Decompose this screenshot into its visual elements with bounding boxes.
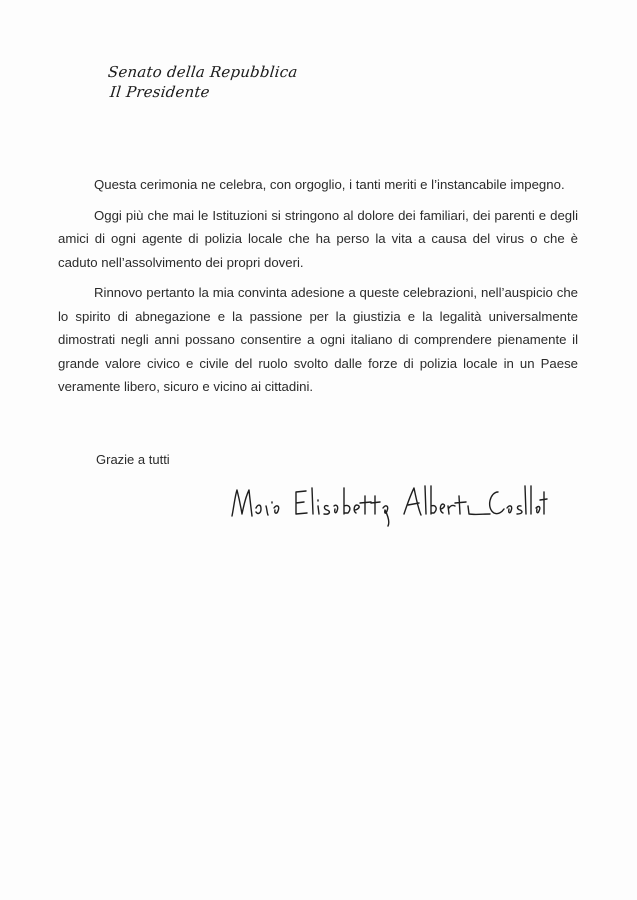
closing-greeting: Grazie a tutti <box>96 452 170 467</box>
paragraph-1: Questa cerimonia ne celebra, con orgoglio, i tanti meriti e l’instancabile impegno. <box>94 177 565 192</box>
handwritten-signature <box>228 478 548 528</box>
paragraph-2: Oggi più che mai le Istituzioni si stringono al dolore dei familiari, dei parenti e degli amici di ogni agente di polizia locale che ha perso la vita a causa del virus o che è caduto nell’assolvimento dei propri doveri. <box>58 207 578 270</box>
letter-body <box>58 173 578 406</box>
letterhead-title: Il Presidente <box>109 83 211 101</box>
paragraph-3: Rinnovo pertanto la mia convinta adesione a queste celebrazioni, nell’auspicio che lo spirito di abnegazione e la passione per la giustizia e la legalità universalmente dimostrati negli anni possano consentire a ogni italiano di comprendere pienamente il grande valore civico e civile del ruolo svolto dalle forze di polizia locale in un Paese veramente libero, sicuro e vicino ai cittadini. <box>58 285 578 394</box>
letterhead <box>108 62 328 102</box>
letterhead-institution: Senato della Repubblica <box>107 63 299 81</box>
